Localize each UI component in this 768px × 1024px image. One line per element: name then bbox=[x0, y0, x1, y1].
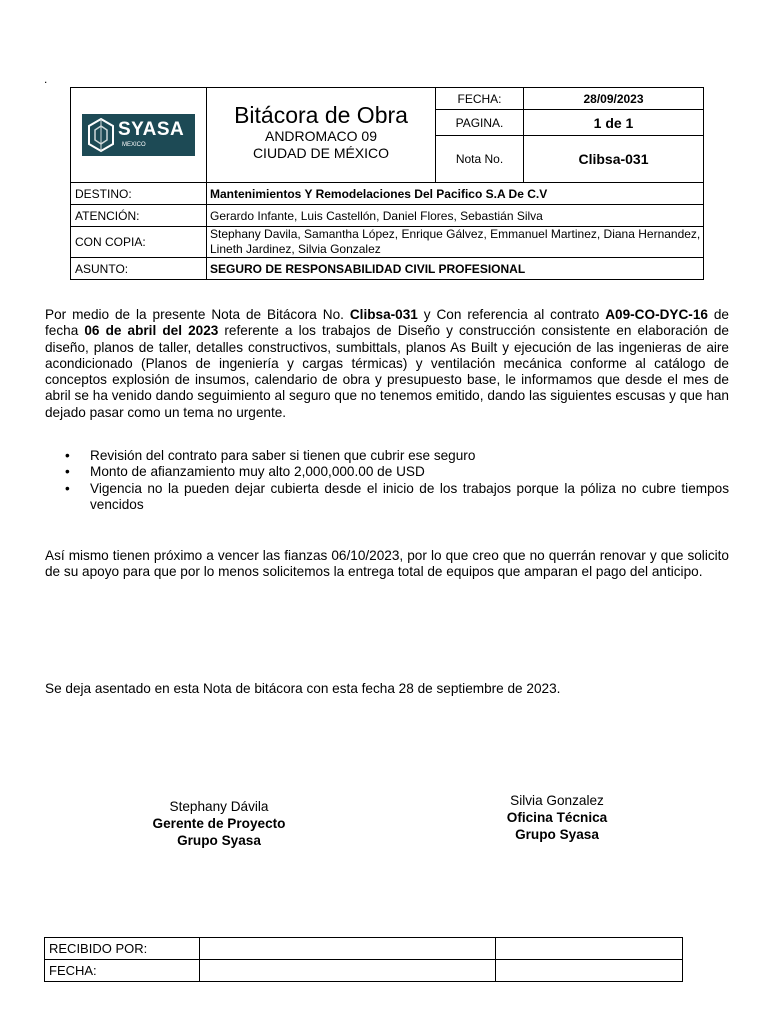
fecha-recibido-field[interactable] bbox=[200, 960, 496, 982]
intro-contract-date: 06 de abril del 2023 bbox=[84, 323, 219, 339]
intro-contract-number: A09-CO-DYC-16 bbox=[605, 307, 708, 322]
syasa-logo bbox=[82, 114, 195, 156]
signer-role: Gerente de Proyecto bbox=[152, 816, 286, 831]
nota-label: Nota No. bbox=[436, 136, 524, 183]
intro-text-3: de fecha bbox=[45, 307, 729, 339]
copia-value: Stephany Davila, Samantha López, Enrique Gálvez, Emmanuel Martinez, Diana Hernandez, Lineth Jardinez, Silvia Gonzalez bbox=[207, 227, 704, 258]
nota-value: Clibsa-031 bbox=[524, 136, 704, 183]
fecha-recibido-label: FECHA: bbox=[45, 960, 200, 982]
recibido-field[interactable] bbox=[200, 938, 496, 960]
logo-cell bbox=[71, 88, 207, 183]
logo-subtext: MEXICO bbox=[122, 142, 146, 148]
pagina-value: 1 de 1 bbox=[524, 110, 704, 136]
paragraph-closing: Se deja asentado en esta Nota de bitácora con esta fecha 28 de septiembre de 2023. bbox=[45, 681, 561, 696]
atencion-value: Gerardo Infante, Luis Castellón, Daniel Flores, Sebastián Silva bbox=[207, 205, 704, 227]
signature-left bbox=[119, 798, 319, 849]
list-item: • Vigencia no la pueden dejar cubierta desde el inicio de los trabajos porque la póliza no cubre tiempos vencidos bbox=[45, 481, 729, 514]
recibido-label: RECIBIDO POR: bbox=[45, 938, 200, 960]
header-table bbox=[70, 87, 704, 280]
destino-label: DESTINO: bbox=[71, 183, 207, 205]
paragraph-fianzas: Así mismo tienen próximo a vencer las fianzas 06/10/2023, por lo que creo que no querrán renovar y que solicito de su apoyo para que por lo menos solicitemos la entrega total de equipos que amparan el pago del anticipo. bbox=[45, 548, 729, 580]
signer-company: Grupo Syasa bbox=[177, 833, 261, 848]
intro-text-1: Por medio de la presente Nota de Bitácora No. bbox=[45, 307, 350, 322]
intro-text-4: referente a los trabajos de Diseño y construcción consistente en elaboración de diseño, planos de taller, detalles constructivos, sumbittals, planos As Built y ejecución de las ingenieras de aire acondicionado (Planos de ingeniería y cargas térmicas) y ventilación mecánica conforme al catálogo de conceptos explosión de insumos, calendario de obra y presupuesto base, le informamos que desde el mes de abril se ha venido dando seguimiento al seguro que no tenemos emitido, dando las siguientes escusas y que han dejado pasar como un tema no urgente. bbox=[45, 323, 729, 420]
syasa-emblem-icon bbox=[86, 117, 116, 153]
recibido-extra-field[interactable] bbox=[496, 938, 683, 960]
project-city: CIUDAD DE MÉXICO bbox=[252, 145, 390, 161]
asunto-label: ASUNTO: bbox=[71, 258, 207, 280]
signer-name: Silvia Gonzalez bbox=[510, 793, 604, 808]
asunto-value: SEGURO DE RESPONSABILIDAD CIVIL PROFESIONAL bbox=[207, 258, 704, 280]
fecha-recibido-extra-field[interactable] bbox=[496, 960, 683, 982]
atencion-label: ATENCIÓN: bbox=[71, 205, 207, 227]
excuses-list bbox=[45, 448, 729, 513]
fecha-value: 28/09/2023 bbox=[524, 88, 704, 110]
copia-label: CON COPIA: bbox=[71, 227, 207, 258]
signer-role: Oficina Técnica bbox=[506, 810, 608, 825]
signer-name: Stephany Dávila bbox=[169, 799, 269, 814]
signer-company: Grupo Syasa bbox=[515, 827, 599, 842]
document-title: Bitácora de Obra bbox=[234, 102, 408, 128]
fecha-label: FECHA: bbox=[436, 88, 524, 110]
title-cell bbox=[207, 88, 436, 183]
page-mark: . bbox=[44, 72, 48, 86]
pagina-label: PAGINA. bbox=[436, 110, 524, 136]
list-item: • Monto de afianzamiento muy alto 2,000,000.00 de USD bbox=[45, 464, 729, 480]
destino-value: Mantenimientos Y Remodelaciones Del Pacifico S.A De C.V bbox=[207, 183, 704, 205]
receipt-table bbox=[44, 937, 683, 982]
signature-right bbox=[457, 792, 657, 843]
intro-text-2: y Con referencia al contrato bbox=[417, 307, 606, 322]
list-item: • Revisión del contrato para saber si tienen que cubrir ese seguro bbox=[45, 448, 729, 464]
logo-brand: SYASA bbox=[118, 119, 185, 140]
intro-nota-number: Clibsa-031 bbox=[349, 307, 418, 322]
project-name: ANDROMACO 09 bbox=[264, 128, 378, 144]
paragraph-intro bbox=[45, 307, 729, 421]
